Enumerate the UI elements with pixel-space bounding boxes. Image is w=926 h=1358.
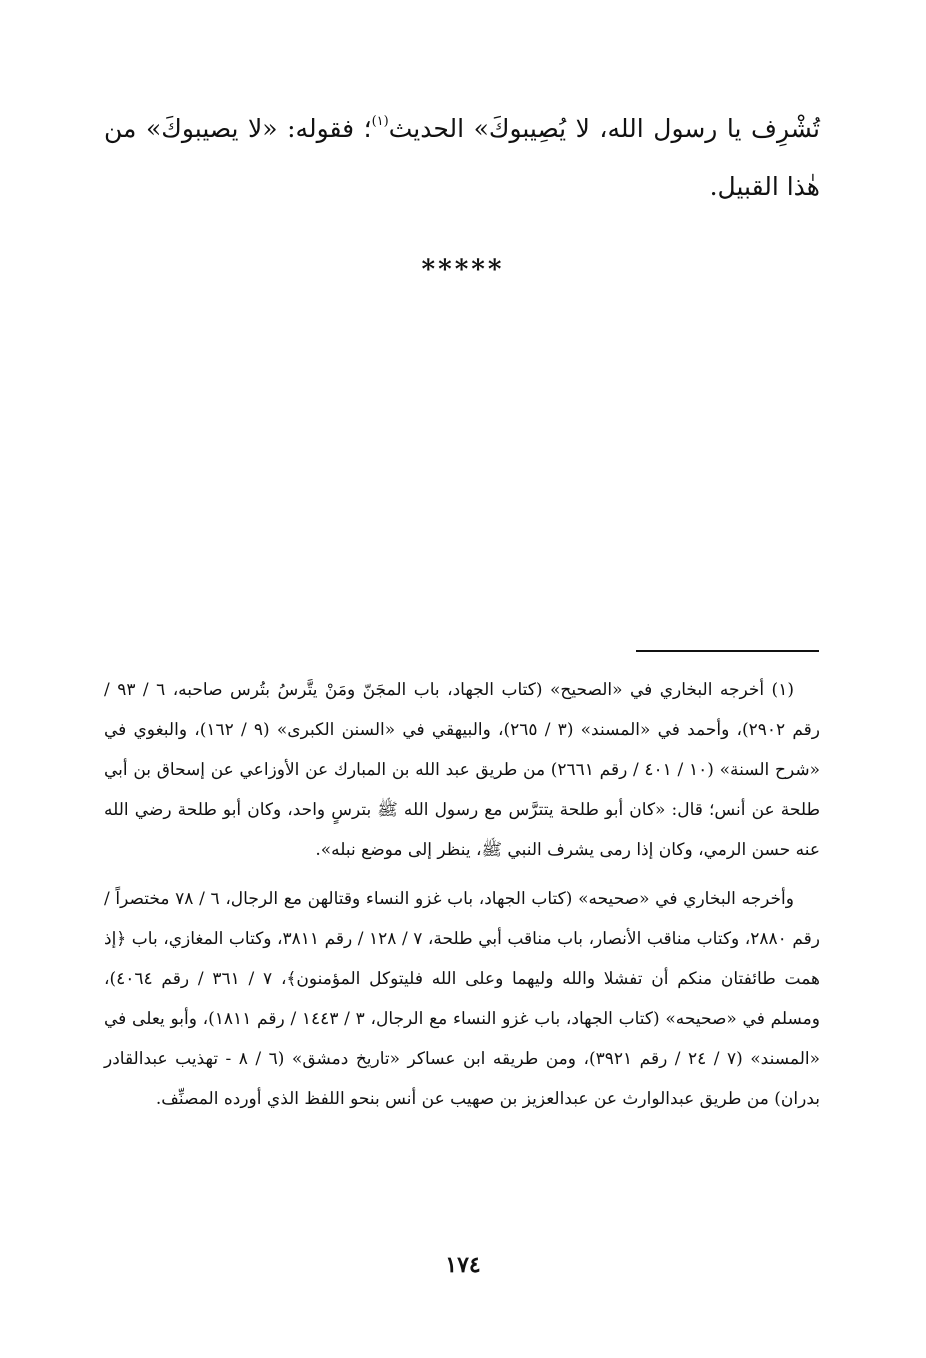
main-text-before-ref: تُشْرِف يا رسول الله، لا يُصِيبوكَ» الحديث [388,114,820,143]
footnote-reference-mark[interactable]: (١) [371,113,389,129]
main-text-after-ref: ؛ فقوله: «لا يصيبوكَ» من هٰذا القبيل. [104,114,820,201]
section-separator: ***** [421,255,505,285]
footnotes-section [104,670,820,1119]
footnote-divider-line [636,650,819,652]
main-text-paragraph [104,100,820,216]
page-number: ١٧٤ [445,1252,481,1278]
footnote-paragraph-1: (١) أخرجه البخاري في «الصحيح» (كتاب الجهاد، باب المجَنّ ومَنْ يتَّرسُ بتُرس صاحبه، ٦ / ٩٣ / رقم ٢٩٠٢)، وأحمد في «المسند» (٣ / ٢٦٥)، والبيهقي في «السنن الكبرى» (٩ / ١٦٢)، والبغوي في «شرح السنة» (١٠ / ٤٠١ / رقم ٢٦٦١) من طريق عبد الله بن المبارك عن الأوزاعي عن إسحاق بن أبي طلحة عن أنس؛ قال: «كان أبو طلحة يتترَّس مع رسول الله ﷺ بترسٍ واحد، وكان أبو طلحة رضي الله عنه حسن الرمي، وكان إذا رمى يشرف النبي ﷺ، ينظر إلى موضع نبله». [104,680,820,860]
footnote-paragraph-2: وأخرجه البخاري في «صحيحه» (كتاب الجهاد، باب غزو النساء وقتالهن مع الرجال، ٦ / ٧٨ مختصراً / رقم ٢٨٨٠، وكتاب مناقب الأنصار، باب مناقب أبي طلحة، ٧ / ١٢٨ / رقم ٣٨١١، وكتاب المغازي، باب ﴿إذ همت طائفتان منكم أن تفشلا والله وليهما وعلى الله فليتوكل المؤمنون﴾، ٧ / ٣٦١ / رقم ٤٠٦٤)، ومسلم في «صحيحه» (كتاب الجهاد، باب غزو النساء مع الرجال، ٣ / ١٤٤٣ / رقم ١٨١١)، وأبو يعلى في «المسند» (٧ / ٢٤ / رقم ٣٩٢١)، ومن طريقه ابن عساكر «تاريخ دمشق» (٦ / ٨ - تهذيب عبدالقادر بدران) من طريق عبدالوارث عن عبدالعزيز بن صهيب عن أنس بنحو اللفظ الذي أورده المصنِّف. [104,889,820,1109]
